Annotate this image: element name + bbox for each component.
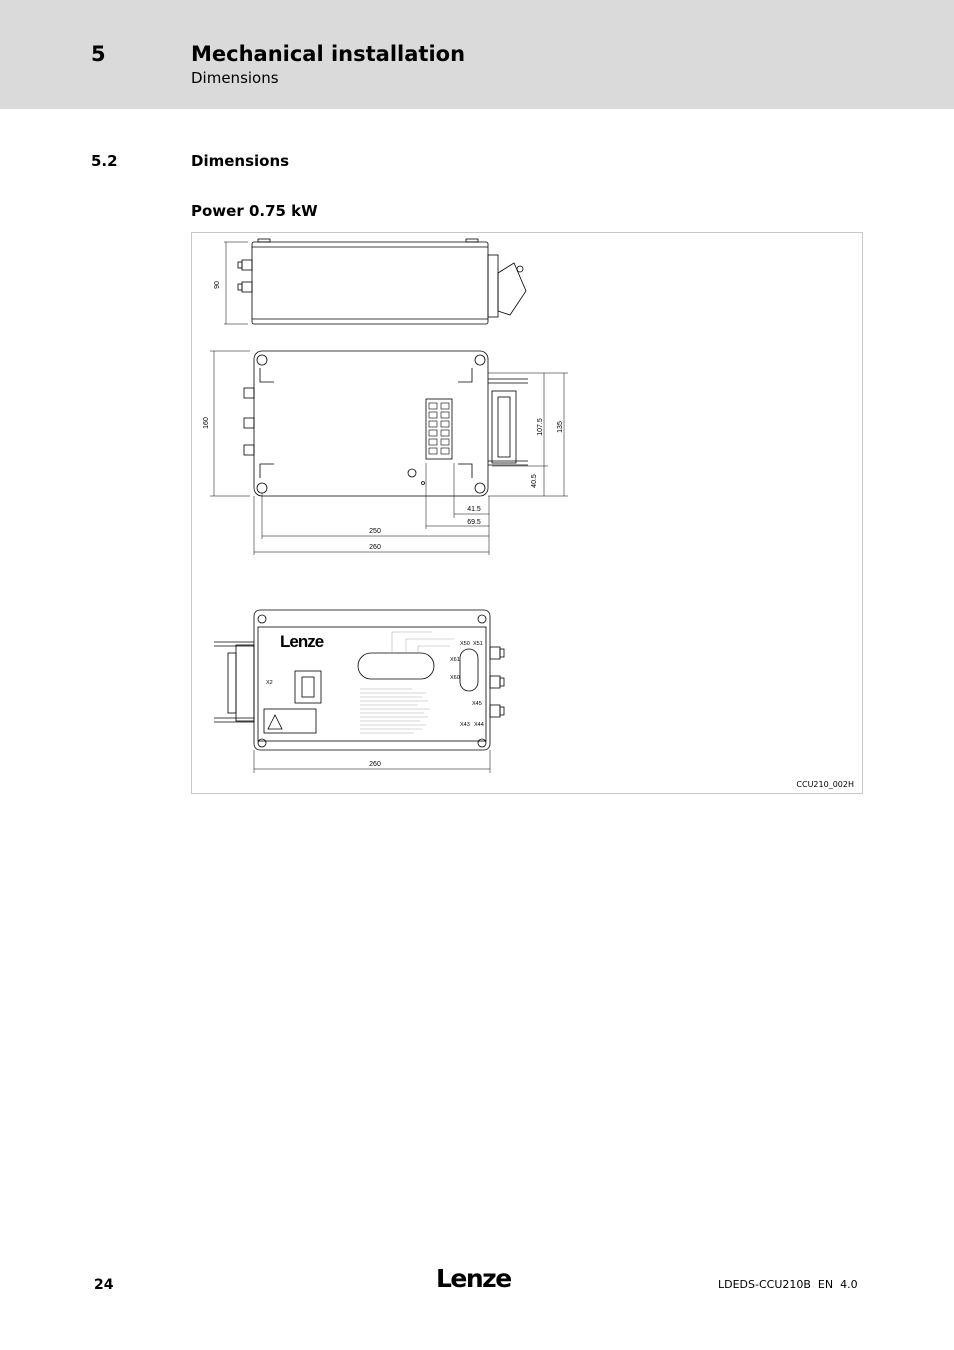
dim-107-5: 107.5: [537, 418, 544, 436]
footer-logo: Lenze: [436, 1264, 511, 1293]
connector-label: X43: [460, 722, 470, 728]
header-band: [0, 0, 954, 109]
connector-label: X50: [460, 641, 470, 647]
section-number: 5.2: [91, 152, 118, 170]
side-height-dim: 90: [214, 281, 221, 289]
dim-260: 260: [369, 544, 381, 551]
dimension-drawing-figure: [191, 232, 863, 794]
top-view: [203, 351, 568, 555]
dimension-drawing: [192, 233, 864, 795]
chapter-subtitle: Dimensions: [191, 69, 279, 87]
figure-id: CCU210_002H: [796, 780, 854, 789]
connector-label: X44: [474, 722, 484, 728]
dim-69-5: 69.5: [467, 519, 481, 526]
connector-label: X2: [266, 680, 273, 686]
top-height-dim: 160: [203, 417, 210, 429]
section-title: Dimensions: [191, 152, 290, 170]
dim-41-5: 41.5: [467, 506, 481, 513]
dim-250: 250: [369, 528, 381, 535]
dim-135: 135: [557, 421, 564, 433]
side-view: [214, 239, 526, 324]
subsection-title: Power 0.75 kW: [191, 202, 318, 220]
connector-label: X45: [472, 701, 482, 707]
document-id: LDEDS-CCU210B EN 4.0: [718, 1278, 858, 1291]
front-view: [214, 610, 504, 773]
front-logo: Lenze: [280, 632, 324, 651]
front-width-dim: 260: [369, 761, 381, 768]
chapter-number: 5: [91, 42, 106, 66]
connector-label: X51: [473, 641, 483, 647]
dim-40-5: 40.5: [531, 474, 538, 488]
chapter-title: Mechanical installation: [191, 42, 466, 66]
connector-label: X60: [450, 675, 460, 681]
connector-label: X61: [450, 657, 460, 663]
page-number: 24: [94, 1277, 114, 1293]
